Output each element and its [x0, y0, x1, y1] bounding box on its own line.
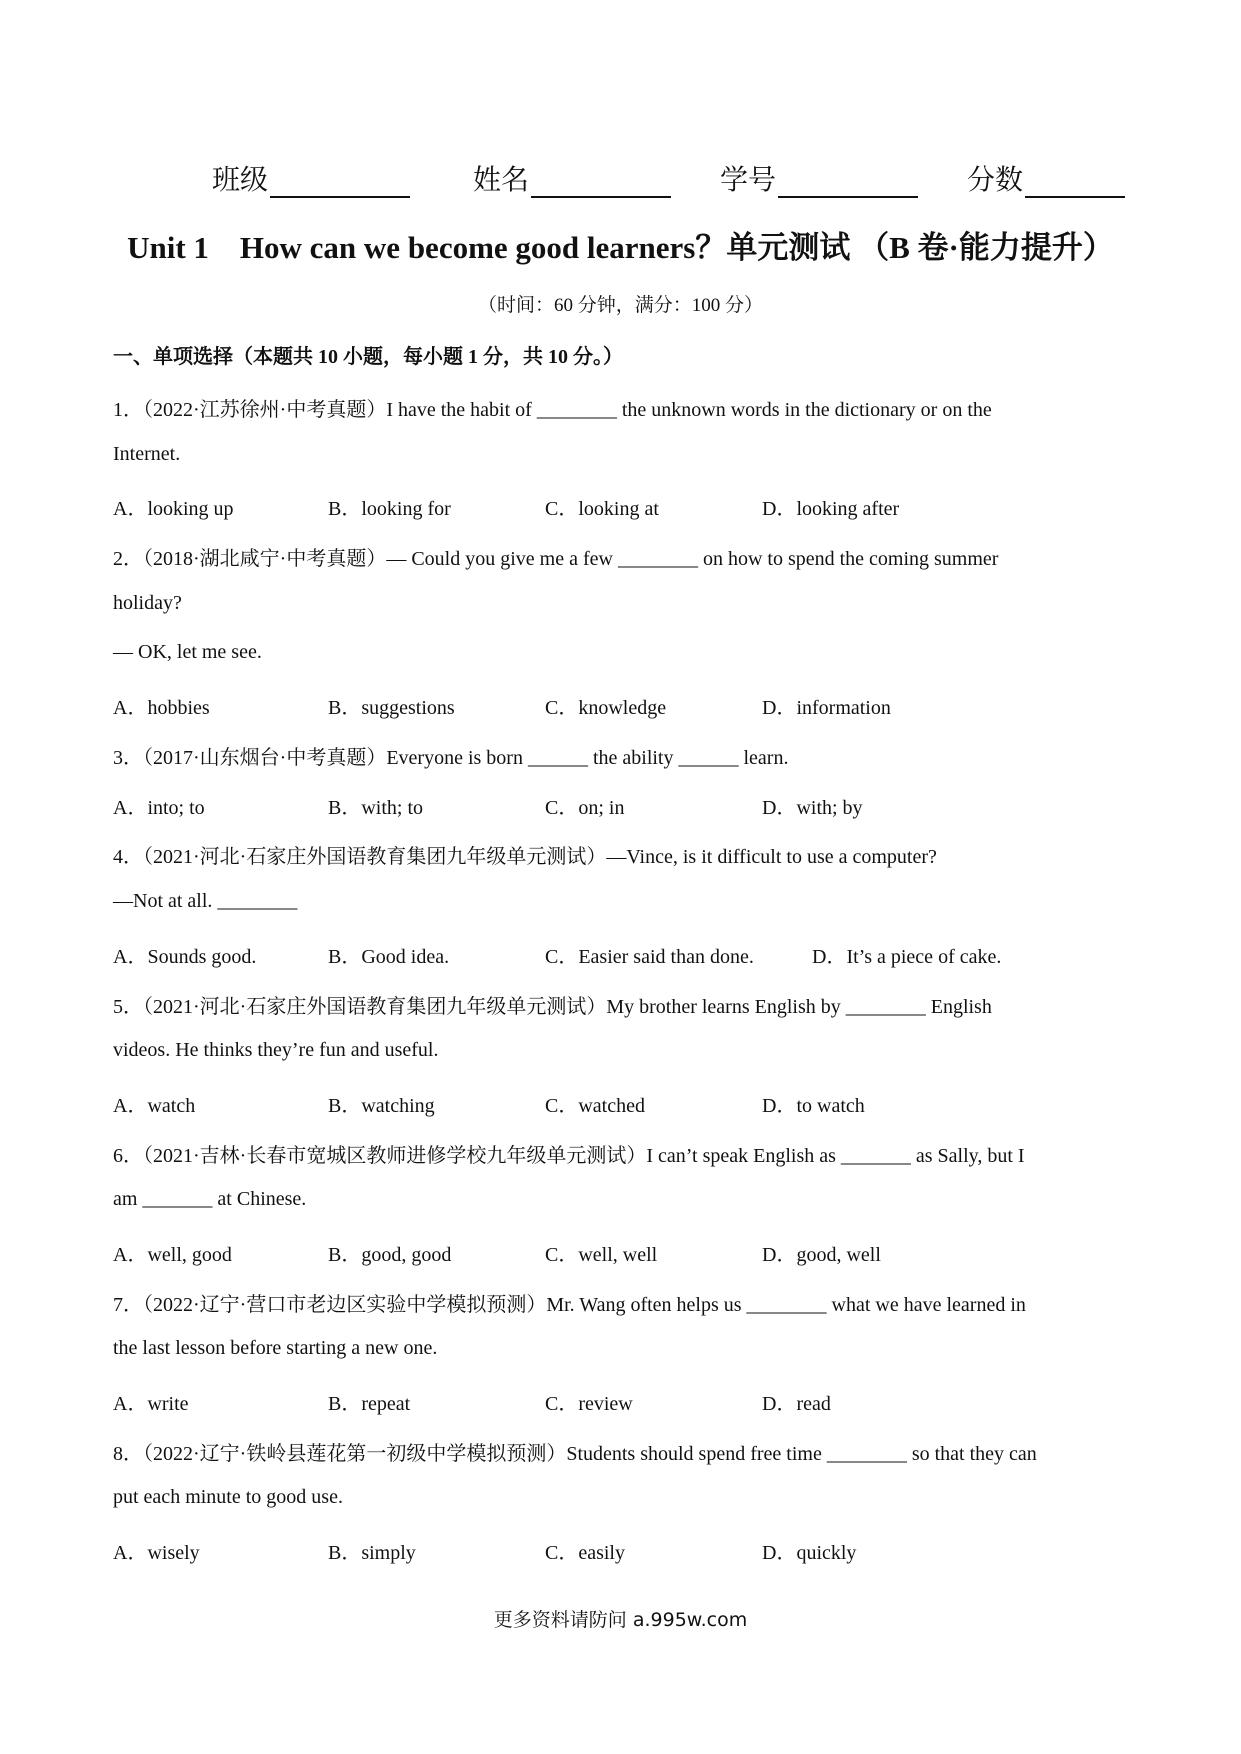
student-info-row	[0, 158, 1241, 208]
question-2-option-d[interactable]: D．information	[762, 697, 891, 719]
question-1-option-b[interactable]: B．looking for	[328, 498, 451, 520]
question-4-line-1: 4．（2021·河北·石家庄外国语教育集团九年级单元测试）—Vince, is it difficult to use a computer?	[113, 846, 937, 868]
question-7-option-b[interactable]: B．repeat	[328, 1393, 411, 1415]
question-7-option-a[interactable]: A．write	[113, 1393, 189, 1415]
question-6-option-c[interactable]: C．well, well	[545, 1244, 658, 1266]
student-id-label: 学号	[720, 163, 777, 196]
question-5-option-c[interactable]: C．watched	[545, 1095, 645, 1117]
score-label: 分数	[967, 163, 1024, 196]
page-title: Unit 1 How can we become good learners？单元测试 （B 卷·能力提升）	[127, 230, 1114, 265]
question-2-option-b[interactable]: B．suggestions	[328, 697, 455, 719]
question-6-line-2: am _______ at Chinese.	[113, 1188, 307, 1210]
question-8-option-b[interactable]: B．simply	[328, 1542, 416, 1564]
question-1-option-d[interactable]: D．looking after	[762, 498, 900, 520]
question-1-option-a[interactable]: A．looking up	[113, 498, 234, 520]
section-title: 一、单项选择（本题共 10 小题，每小题 1 分，共 10 分。）	[113, 346, 623, 368]
question-8-line-1: 8．（2022·辽宁·铁岭县莲花第一初级中学模拟预测）Students should spend free time ________ so that they can	[113, 1443, 1037, 1465]
question-1-line-1: 1．（2022·江苏徐州·中考真题）I have the habit of ________ the unknown words in the dictionary or on the	[113, 399, 992, 421]
question-8-option-a[interactable]: A．wisely	[113, 1542, 200, 1564]
name-blank[interactable]	[531, 162, 671, 198]
score-blank[interactable]	[1025, 162, 1125, 198]
question-5-option-a[interactable]: A．watch	[113, 1095, 196, 1117]
question-5-option-b[interactable]: B．watching	[328, 1095, 435, 1117]
question-7-line-1: 7．（2022·辽宁·营口市老边区实验中学模拟预测）Mr. Wang often helps us ________ what we have learned in	[113, 1294, 1026, 1316]
name-field	[473, 158, 671, 198]
class-field	[212, 158, 410, 198]
question-1-line-2: Internet.	[113, 443, 181, 465]
question-5-option-d[interactable]: D．to watch	[762, 1095, 865, 1117]
question-3-option-a[interactable]: A．into; to	[113, 797, 205, 819]
question-7-line-2: the last lesson before starting a new one.	[113, 1337, 438, 1359]
question-6-option-b[interactable]: B．good, good	[328, 1244, 452, 1266]
question-6-option-d[interactable]: D．good, well	[762, 1244, 881, 1266]
question-4-option-a[interactable]: A．Sounds good.	[113, 946, 257, 968]
question-3-line-1: 3．（2017·山东烟台·中考真题）Everyone is born ______ the ability ______ learn.	[113, 747, 789, 769]
question-4-option-d[interactable]: D．It’s a piece of cake.	[812, 946, 1002, 968]
question-6-option-a[interactable]: A．well, good	[113, 1244, 232, 1266]
exam-info: （时间：60 分钟，满分：100 分）	[477, 295, 763, 316]
question-8-option-c[interactable]: C．easily	[545, 1542, 625, 1564]
question-2-line-2: holiday?	[113, 592, 182, 614]
question-7-option-d[interactable]: D．read	[762, 1393, 831, 1415]
question-2-line-3: — OK, let me see.	[113, 641, 262, 663]
question-8-line-2: put each minute to good use.	[113, 1486, 343, 1508]
question-7-option-c[interactable]: C．review	[545, 1393, 633, 1415]
question-8-option-d[interactable]: D．quickly	[762, 1542, 857, 1564]
question-4-line-2: —Not at all. ________	[113, 890, 298, 912]
name-label: 姓名	[473, 163, 530, 196]
student-id-blank[interactable]	[778, 162, 918, 198]
question-5-line-1: 5．（2021·河北·石家庄外国语教育集团九年级单元测试）My brother learns English by ________ English	[113, 996, 992, 1018]
question-5-line-2: videos. He thinks they’re fun and useful.	[113, 1039, 439, 1061]
class-blank[interactable]	[270, 162, 410, 198]
question-3-option-c[interactable]: C．on; in	[545, 797, 625, 819]
score-field	[967, 158, 1125, 198]
question-4-option-c[interactable]: C．Easier said than done.	[545, 946, 754, 968]
question-2-option-c[interactable]: C．knowledge	[545, 697, 667, 719]
class-label: 班级	[212, 163, 269, 196]
question-1-option-c[interactable]: C．looking at	[545, 498, 659, 520]
question-3-option-b[interactable]: B．with; to	[328, 797, 424, 819]
question-3-option-d[interactable]: D．with; by	[762, 797, 863, 819]
question-6-line-1: 6．（2021·吉林·长春市宽城区教师进修学校九年级单元测试）I can’t speak English as _______ as Sally, but I	[113, 1145, 1025, 1167]
student-id-field	[720, 158, 918, 198]
question-2-line-1: 2．（2018·湖北咸宁·中考真题）— Could you give me a few ________ on how to spend the coming summer	[113, 548, 999, 570]
question-4-option-b[interactable]: B．Good idea.	[328, 946, 450, 968]
question-2-option-a[interactable]: A．hobbies	[113, 697, 210, 719]
footer-link[interactable]: 更多资料请防问 a.995w.com	[493, 1609, 748, 1631]
